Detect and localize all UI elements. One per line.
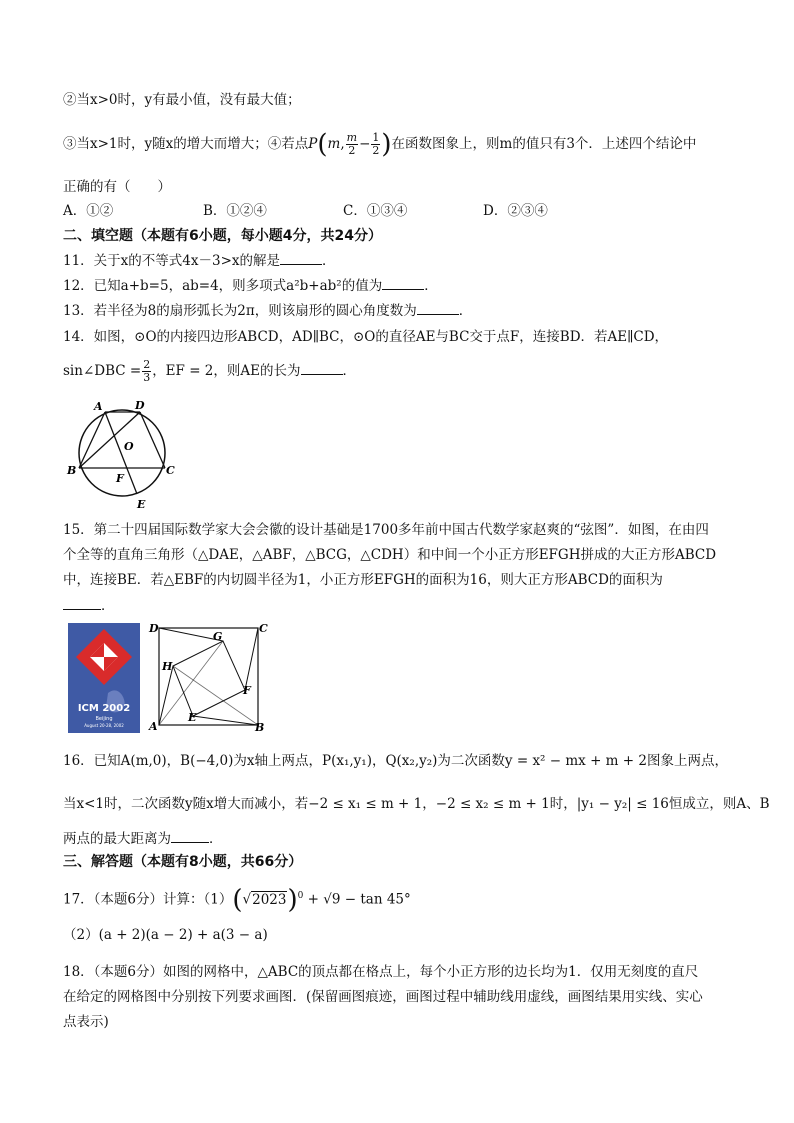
question-16-line-2: 当x<1时，二次函数y随x增大而减小，若−2 ≤ x₁ ≤ m + 1，−2 ≤ x₂ ≤ m + 1时，|y₁ − y₂| ≤ 16恒成立，则A、B (63, 796, 770, 812)
section-3-heading: 三、解答题（本题有8小题，共66分） (63, 854, 303, 870)
q10-stem-end: 正确的有（ ） (63, 179, 171, 195)
option-a: A．①② (63, 203, 114, 219)
label-f: F (243, 684, 251, 697)
logo-city: Beijing (95, 716, 113, 722)
label-c: C (166, 464, 175, 477)
question-15-line-2: 个全等的直角三角形（△DAE，△ABF，△BCG，△CDH）和中间一个小正方形EFGH拼成的大正方形ABCD (63, 547, 717, 563)
question-18-line-1: 18．（本题6分）如图的网格中，△ABC的顶点都在格点上，每个小正方形的边长均为1．仅用无刻度的直尺 (63, 964, 699, 980)
question-14-line-1: 14．如图，⊙O的内接四边形ABCD，AD∥BC，⊙O的直径AE与BC交于点F，连接BD．若AE∥CD， (63, 329, 669, 345)
logo-title: ICM 2002 (77, 703, 131, 714)
question-15-line-1: 15．第二十四届国际数学家大会会徽的设计基础是1700多年前中国古代数学家赵爽的“弦图”．如图，在由四 (63, 522, 709, 538)
question-16-line-1: 16．已知A(m,0)，B(−4,0)为x轴上两点，P(x₁,y₁)，Q(x₂,y₂)为二次函数y = x² − mx + m + 2图象上两点， (63, 753, 728, 769)
question-12: 12．已知a+b=5，ab=4，则多项式a²b+ab²的值为 ． (63, 278, 438, 294)
question-18-line-3: 点表示) (63, 1014, 109, 1030)
label-a: A (94, 400, 103, 413)
label-b: B (255, 721, 265, 734)
label-o: O (124, 440, 134, 453)
label-g: G (213, 630, 223, 643)
option-b: B．①②④ (203, 203, 267, 219)
question-16-line-3: 两点的最大距离为 ． (63, 831, 223, 847)
logo-date: August 20-28, 2002 (84, 723, 124, 728)
icm-2002-logo (68, 623, 140, 733)
label-d: D (135, 399, 145, 412)
question-11: 11．关于x的不等式4x－3>x的解是 ． (63, 253, 336, 269)
label-e: E (137, 498, 146, 511)
question-17-part-2: （2）(a + 2)(a − 2) + a(3 − a) (63, 927, 268, 943)
label-e: E (188, 711, 197, 724)
question-13: 13．若半径为8的扇形弧长为2π，则该扇形的圆心角度数为 ． (63, 303, 473, 319)
figure-15-square (146, 620, 270, 734)
label-b: B (67, 464, 77, 477)
q10-statement-2: ②当x>0时，y有最小值，没有最大值； (63, 92, 301, 108)
label-f: F (116, 472, 124, 485)
label-c: C (259, 622, 268, 635)
option-c: C．①③④ (343, 203, 408, 219)
question-15-line-3: 中，连接BE．若△EBF的内切圆半径为1，小正方形EFGH的面积为16，则大正方形ABCD的面积为 (63, 572, 663, 588)
question-15-answer-blank: ． (63, 596, 115, 616)
section-2-heading: 二、填空题（本题有6小题，每小题4分，共24分） (63, 228, 382, 244)
label-a: A (149, 720, 158, 733)
label-h: H (162, 660, 173, 673)
question-18-line-2: 在给定的网格图中分别按下列要求画图．(保留画图痕迹，画图过程中辅助线用虚线，画图结果用实线、实心 (63, 989, 703, 1005)
option-d: D．②③④ (483, 203, 548, 219)
q10-statement-3: ③当x>1时，y随x的增大而增大；④若点P(m, $\frac{m}{2}$ − $\frac{1}{2}$ )在函数图象上，则m的值只有3个．上述四个结论中 (63, 129, 697, 160)
label-d: D (149, 622, 159, 635)
figure-14-circle (62, 398, 180, 512)
question-17-part-1: 17．（本题6分）计算：$(1)(√2023)^0 + √9 - \tan 45^\circ$ (63, 885, 411, 915)
question-14-line-2: sin∠DBC = $\frac{2}{3}$ ，EF = 2，则AE的长为 ． (63, 358, 356, 384)
